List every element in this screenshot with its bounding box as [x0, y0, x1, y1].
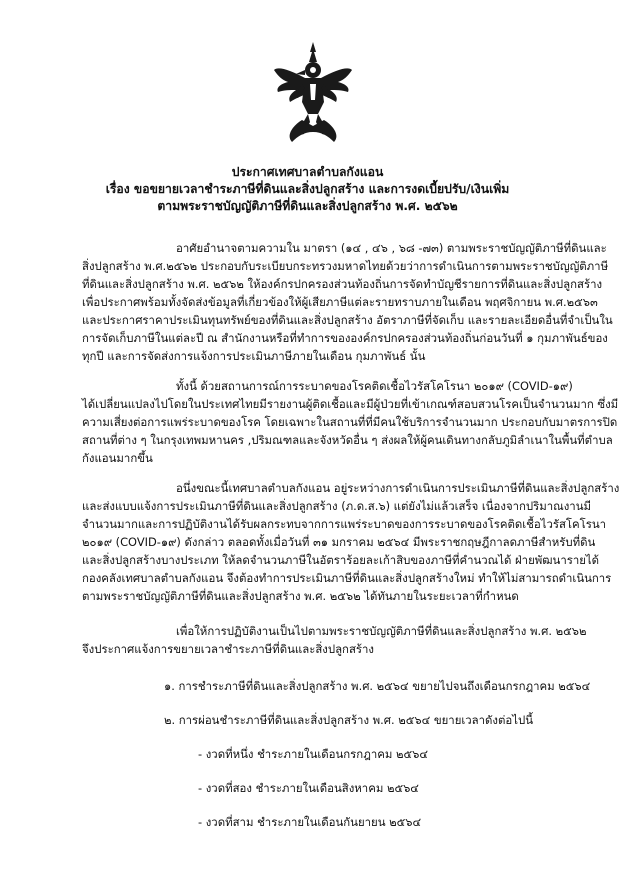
paragraph-line: และสิ่งปลูกสร้างบางประเภท ให้ลดจำนวนภาษีในอัตราร้อยละเก้าสิบของภาษีที่คำนวณได้ ฝ่ายพัฒนารายได้ [82, 553, 600, 567]
paragraph-line: ได้เปลี่ยนแปลงไปโดยในประเทศไทยมีรายงานผู้ติดเชื้อและมีผู้ป่วยที่เข้าเกณฑ์สอบสวนโรคเป็นจำนวนมาก ซึ่งมี [82, 397, 619, 411]
paragraph-line: และส่งแบบแจ้งการประเมินภาษีที่ดินและสิ่งปลูกสร้าง (ภ.ด.ส.๖) แต่ยังไม่แล้วเสร็จ เนื่องจากปริมาณงานมี [82, 499, 591, 513]
installment-third: - งวดที่สาม ชำระภายในเดือนกันยายน ๒๕๖๔ [198, 815, 422, 829]
announcement-title: ประกาศเทศบาลตำบลกังแอน [231, 165, 384, 179]
announcement-subject-act: ตามพระราชบัญญัติภาษีที่ดินและสิ่งปลูกสร้าง พ.ศ. ๒๕๖๒ [157, 199, 458, 213]
paragraph-line: ที่ดินและสิ่งปลูกสร้าง พ.ศ. ๒๕๖๒ ให้องค์กรปกครองส่วนท้องถิ่นการจัดทำบัญชีรายการที่ดินและสิ่งปลูกสร้าง [82, 277, 603, 291]
paragraph-line: ทุกปี และการจัดส่งการแจ้งการประเมินภาษีภายในเดือน กุมภาพันธ์ นั้น [82, 349, 426, 363]
paragraph-line: เพื่อประกาศพร้อมทั้งจัดส่งข้อมูลที่เกี่ยวข้องให้ผู้เสียภาษีแต่ละรายทราบภายในเดือน พฤศจิกายน พ.ศ.๒๕๖๓ [82, 295, 598, 309]
paragraph-line: ทั้งนี้ ด้วยสถานการณ์การระบาดของโรคติดเชื้อไวรัสโคโรนา ๒๐๑๙ (COVID-๑๙) [176, 379, 573, 393]
paragraph-line: การจัดเก็บภาษีในแต่ละปี ณ สำนักงานหรือที่ทำการขององค์กรปกครองส่วนท้องถิ่นก่อนวันที่ ๑ กุมภาพันธ์ของ [82, 331, 608, 345]
list-item-installment-extension: ๒. การผ่อนชำระภาษีที่ดินและสิ่งปลูกสร้าง พ.ศ. ๒๕๖๔ ขยายเวลาดังต่อไปนี้ [164, 713, 533, 727]
paragraph-line: ความเสี่ยงต่อการแพร่ระบาดของโรค โดยเฉพาะในสถานที่ที่มีคนใช้บริการจำนวนมาก ประกอบกับมาตรการปิด [82, 415, 618, 429]
paragraph-line: สิ่งปลูกสร้าง พ.ศ.๒๕๖๒ ประกอบกับระเบียบกระทรวงมหาดไทยด้วยว่าการดำเนินการตามพระราชบัญญัติภาษี [82, 259, 609, 273]
paragraph-line: เพื่อให้การปฏิบัติงานเป็นไปตามพระราชบัญญัติภาษีที่ดินและสิ่งปลูกสร้าง พ.ศ. ๒๕๖๒ [176, 624, 587, 638]
paragraph-line: และประกาศราคาประเมินทุนทรัพย์ของที่ดินและสิ่งปลูกสร้าง อัตราภาษีที่จัดเก็บ และรายละเอียดอื่นที่จำเป็นใน [82, 313, 613, 327]
announcement-subject: เรื่อง ขอขยายเวลาชำระภาษีที่ดินและสิ่งปลูกสร้าง และการงดเบี้ยปรับ/เงินเพิ่ม [105, 182, 510, 196]
paragraph-line: อนึ่งขณะนี้เทศบาลตำบลกังแอน อยู่ระหว่างการดำเนินการประเมินภาษีที่ดินและสิ่งปลูกสร้าง [176, 481, 619, 495]
paragraph-line: ตามพระราชบัญญัติภาษีที่ดินและสิ่งปลูกสร้าง พ.ศ. ๒๕๖๒ ได้ทันภายในระยะเวลาที่กำหนด [82, 589, 519, 603]
list-item-payment-deadline: ๑. การชำระภาษีที่ดินและสิ่งปลูกสร้าง พ.ศ. ๒๕๖๔ ขยายไปจนถึงเดือนกรกฎาคม ๒๕๖๔ [164, 679, 591, 693]
paragraph-line: สถานที่ต่าง ๆ ในกรุงเทพมหานคร ,ปริมณฑลและจังหวัดอื่น ๆ ส่งผลให้ผู้คนเดินทางกลับภูมิลำเนาในพื้นที่ตำบล [82, 433, 613, 447]
paragraph-line: กองคลังเทศบาลตำบลกังแอน จึงต้องทำการประเมินภาษีที่ดินและสิ่งปลูกสร้างใหม่ ทำให้ไม่สามารถดำเนินการ [82, 571, 612, 585]
paragraph-line: อาศัยอำนาจตามความใน มาตรา (๑๔ , ๔๖ , ๖๘ -๗๓) ตามพระราชบัญญัติภาษีที่ดินและ [176, 241, 607, 255]
paragraph-line: จึงประกาศแจ้งการขยายเวลาชำระภาษีที่ดินและสิ่งปลูกสร้าง [82, 642, 374, 656]
paragraph-line: ๒๐๑๙ (COVID-๑๙) ดังกล่าว ตลอดทั้งเมื่อวันที่ ๓๑ มกราคม ๒๕๖๔ มีพระราชกฤษฎีกาลดภาษีสำหรับที่ดิน [82, 535, 596, 549]
paragraph-line: จำนวนมากและการปฏิบัติงานได้รับผลกระทบจากการแพร่ระบาดของการระบาดของโรคติดเชื้อไวรัสโคโรนา [82, 517, 607, 531]
installment-second: - งวดที่สอง ชำระภายในเดือนสิงหาคม ๒๕๖๔ [198, 781, 419, 795]
paragraph-line: กังแอนมากขึ้น [82, 451, 153, 465]
installment-first: - งวดที่หนึ่ง ชำระภายในเดือนกรกฎาคม ๒๕๖๔ [198, 747, 428, 761]
garuda-emblem [272, 40, 354, 145]
